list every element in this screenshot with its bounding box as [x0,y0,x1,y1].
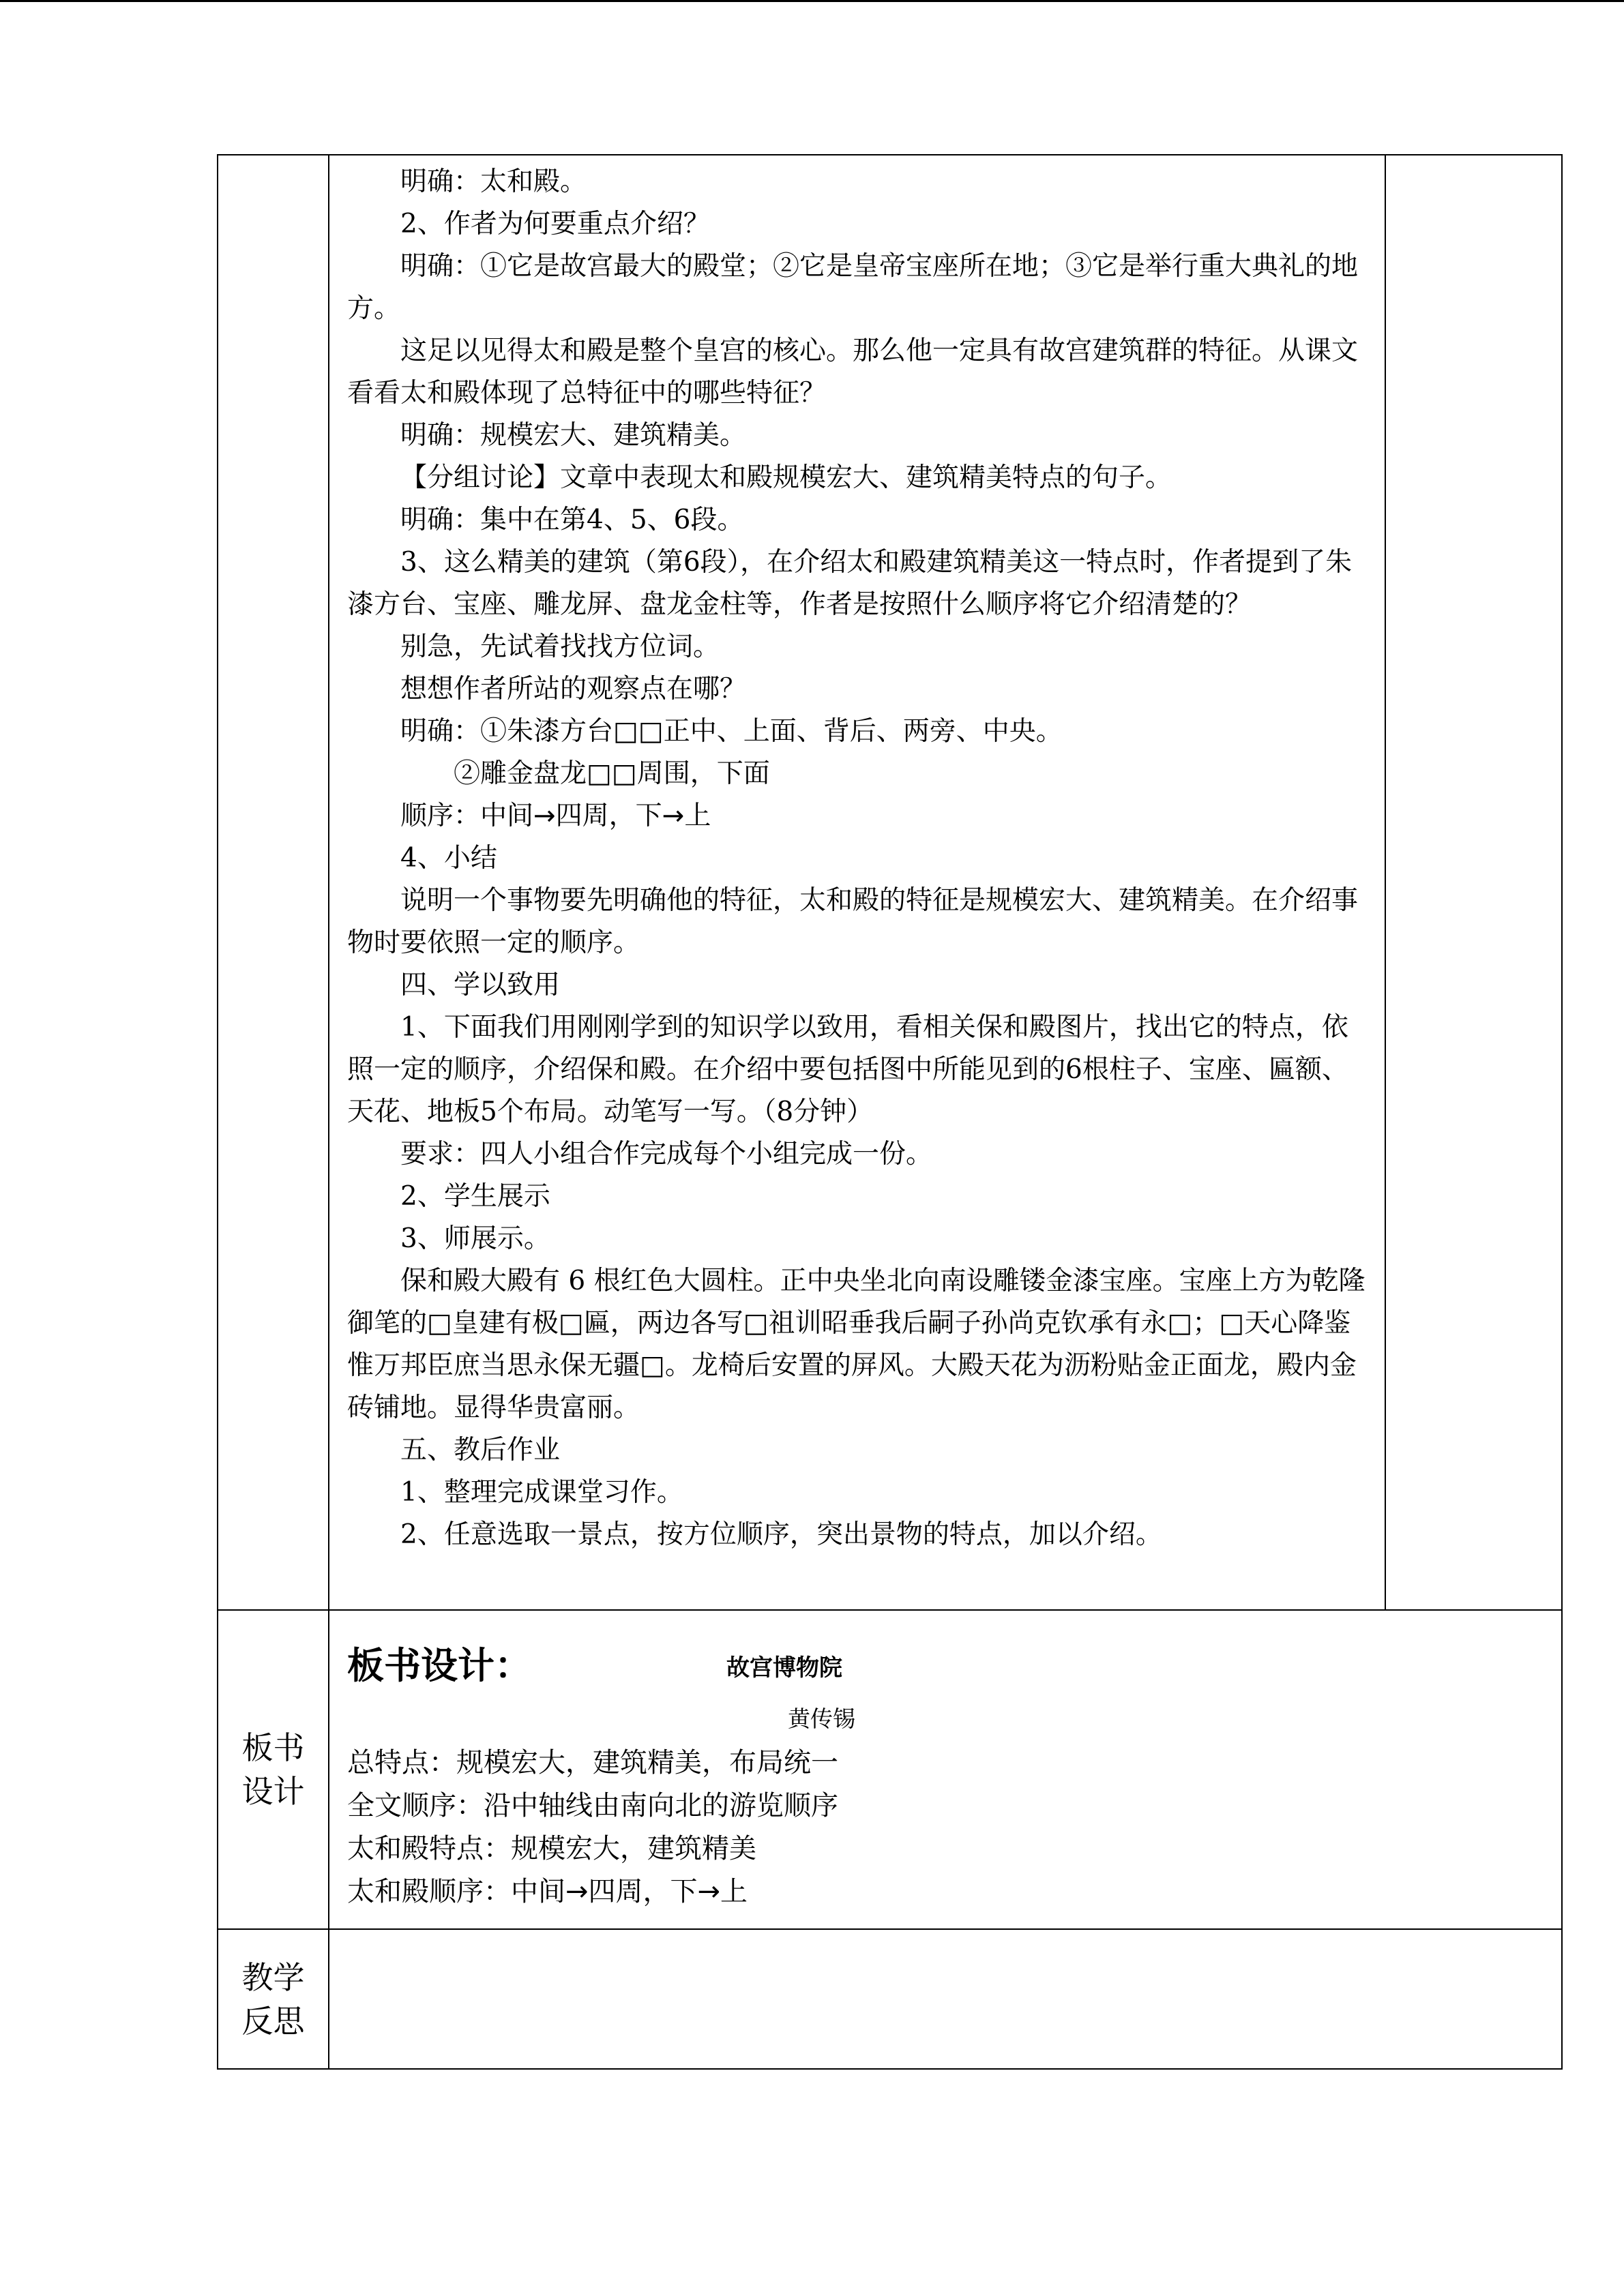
lesson-paragraph: 明确：①朱漆方台□□正中、上面、背后、两旁、中央。 [400,716,1063,747]
page-top-rule [0,0,1624,2]
board-line: 太和殿特点：规模宏大，建筑精美 [347,1833,756,1864]
board-design-label: 板书 设计 [218,1610,329,1929]
lesson-paragraph: 顺序：中间→四周，下→上 [400,801,711,831]
reflection-row [218,1929,1562,2069]
lesson-paragraph: 2、学生展示 [400,1181,550,1212]
lesson-plan-table [217,154,1563,2070]
lesson-process-row [218,155,1562,1610]
lesson-paragraph: 五、教后作业 [400,1435,561,1465]
board-line: 总特点：规模宏大，建筑精美，布局统一 [347,1747,838,1778]
lesson-paragraph: 明确：①它是故宫最大的殿堂；②它是皇帝宝座所在地；③它是举行重大典礼的地方。 [347,251,1359,324]
board-line: 全文顺序：沿中轴线由南向北的游览顺序 [347,1790,838,1821]
board-author: 黄传锡 [788,1705,855,1732]
lesson-paragraph: 明确：集中在第4、5、6段。 [400,505,744,535]
lesson-paragraph: 保和殿大殿有 6 根红色大圆柱。正中央坐北向南设雕镂金漆宝座。宝座上方为乾隆御笔的□皇建有极□匾，两边各写□祖训昭垂我后嗣子孙尚克钦承有永□；□天心降鉴惟万邦臣庶当思永保无疆□。龙椅后安置的屏风。大殿天花为沥粉贴金正面龙，殿内金砖铺地。显得华贵富丽。 [347,1266,1365,1423]
board-design-row [218,1610,1562,1929]
lesson-paragraph: 这足以见得太和殿是整个皇宫的核心。那么他一定具有故宫建筑群的特征。从课文看看太和殿体现了总特征中的哪些特征？ [347,336,1359,408]
reflection-content [329,1929,1562,2069]
lesson-paragraph: 1、整理完成课堂习作。 [400,1477,683,1508]
process-label-cell [218,155,329,1610]
board-design-heading: 板书设计： [347,1643,531,1687]
lesson-paragraph: 1、下面我们用刚刚学到的知识学以致用，看相关保和殿图片，找出它的特点，依照一定的顺序，介绍保和殿。在介绍中要包括图中所能见到的6根柱子、宝座、匾额、天花、地板5个布局。动笔写一写。（8分钟） [347,1012,1348,1127]
lesson-paragraph: 3、这么精美的建筑（第6段），在介绍太和殿建筑精美这一特点时，作者提到了朱漆方台、宝座、雕龙屏、盘龙金柱等，作者是按照什么顺序将它介绍清楚的？ [347,547,1353,620]
lesson-paragraph: 【分组讨论】文章中表现太和殿规模宏大、建筑精美特点的句子。 [400,462,1172,493]
lesson-paragraph: 想想作者所站的观察点在哪？ [400,674,747,704]
lesson-paragraph: 别急，先试着找找方位词。 [400,631,720,662]
lesson-paragraph: 2、作者为何要重点介绍？ [400,209,710,239]
lesson-paragraph: 明确：太和殿。 [400,166,587,197]
board-line: 太和殿顺序：中间→四周，下→上 [347,1876,748,1907]
board-topic-title: 故宫博物院 [726,1654,842,1682]
lesson-paragraph: 要求：四人小组合作完成每个小组完成一份。 [400,1139,933,1169]
reflection-label: 教学 反思 [218,1929,329,2069]
lesson-paragraph: 明确：规模宏大、建筑精美。 [400,420,747,451]
lesson-paragraph: 四、学以致用 [400,970,561,1000]
board-design-content [329,1610,1562,1929]
lesson-paragraph: 2、任意选取一景点，按方位顺序，突出景物的特点，加以介绍。 [400,1519,1162,1550]
lesson-paragraph: 说明一个事物要先明确他的特征，太和殿的特征是规模宏大、建筑精美。在介绍事物时要依照一定的顺序。 [347,885,1359,958]
process-notes-cell [1385,155,1562,1610]
lesson-paragraph: 4、小结 [400,843,497,874]
lesson-paragraph: ②雕金盘龙□□周围，下面 [454,758,770,789]
process-content-cell [329,155,1385,1610]
lesson-paragraph: 3、师展示。 [400,1223,550,1254]
